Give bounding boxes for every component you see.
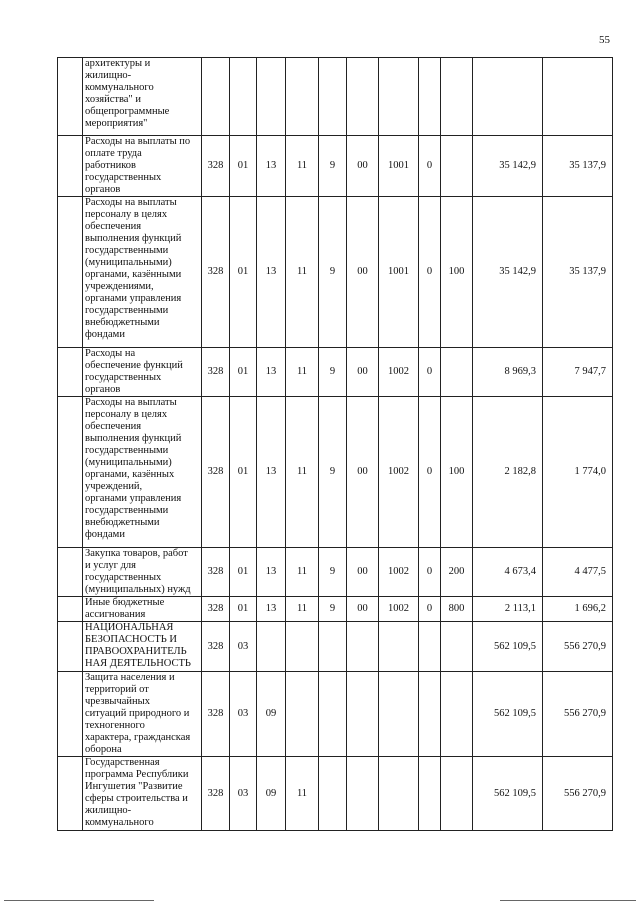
- table-row: [58, 136, 613, 197]
- code-cell: 9: [319, 548, 347, 597]
- code-cell: [347, 622, 379, 672]
- amount-cell: 556 270,9: [543, 672, 613, 757]
- code-cell: 01: [230, 548, 257, 597]
- code-cell: 328: [202, 622, 230, 672]
- code-cell: [230, 58, 257, 136]
- code-cell: [441, 348, 473, 397]
- code-cell: 1002: [379, 397, 419, 548]
- code-cell: 0: [419, 348, 441, 397]
- code-cell: 1002: [379, 348, 419, 397]
- code-cell: [441, 136, 473, 197]
- amount-cell: 4 477,5: [543, 548, 613, 597]
- code-cell: 1001: [379, 136, 419, 197]
- amount-cell: 2 182,8: [473, 397, 543, 548]
- table-row: [58, 548, 613, 597]
- code-cell: 9: [319, 348, 347, 397]
- table-row: [58, 197, 613, 348]
- code-cell: 9: [319, 397, 347, 548]
- code-cell: 03: [230, 622, 257, 672]
- amount-cell: 35 142,9: [473, 197, 543, 348]
- code-cell: 09: [257, 672, 286, 757]
- code-cell: [419, 58, 441, 136]
- code-cell: [379, 757, 419, 831]
- code-cell: 11: [286, 348, 319, 397]
- code-cell: [419, 757, 441, 831]
- code-cell: 328: [202, 348, 230, 397]
- row-name-cell: НАЦИОНАЛЬНАЯ БЕЗОПАСНОСТЬ И ПРАВООХРАНИТЕЛЬ НАЯ ДЕЯТЕЛЬНОСТЬ: [83, 622, 202, 672]
- code-cell: [419, 622, 441, 672]
- code-cell: 13: [257, 597, 286, 622]
- code-cell: 9: [319, 597, 347, 622]
- code-cell: [347, 757, 379, 831]
- table-row: [58, 757, 613, 831]
- code-cell: 328: [202, 136, 230, 197]
- code-cell: [379, 672, 419, 757]
- table-row: [58, 672, 613, 757]
- amount-cell: 556 270,9: [543, 757, 613, 831]
- code-cell: 1001: [379, 197, 419, 348]
- row-marker-cell: [58, 597, 83, 622]
- code-cell: [347, 58, 379, 136]
- row-name-cell: Расходы на выплаты персоналу в целях обеспечения выполнения функций государственными (муниципальными) органами, казёнными учреждениями, органами управления государственными внебюджетными фондами: [83, 197, 202, 348]
- table-row: [58, 348, 613, 397]
- code-cell: 13: [257, 197, 286, 348]
- code-cell: 01: [230, 348, 257, 397]
- code-cell: [257, 58, 286, 136]
- code-cell: 9: [319, 197, 347, 348]
- code-cell: 11: [286, 397, 319, 548]
- row-name-cell: Расходы на выплаты по оплате труда работников государственных органов: [83, 136, 202, 197]
- page-number: 55: [599, 34, 610, 46]
- code-cell: 0: [419, 136, 441, 197]
- row-marker-cell: [58, 197, 83, 348]
- code-cell: 00: [347, 548, 379, 597]
- amount-cell: 562 109,5: [473, 672, 543, 757]
- amount-cell: 1 774,0: [543, 397, 613, 548]
- row-name-cell: архитектуры и жилищно- коммунального хозяйства" и общепрограммные мероприятия": [83, 58, 202, 136]
- code-cell: [441, 622, 473, 672]
- code-cell: [319, 757, 347, 831]
- row-marker-cell: [58, 622, 83, 672]
- code-cell: 13: [257, 136, 286, 197]
- code-cell: [257, 622, 286, 672]
- amount-cell: 7 947,7: [543, 348, 613, 397]
- code-cell: 13: [257, 548, 286, 597]
- code-cell: 800: [441, 597, 473, 622]
- code-cell: 11: [286, 197, 319, 348]
- amount-cell: 562 109,5: [473, 622, 543, 672]
- code-cell: 00: [347, 397, 379, 548]
- code-cell: [379, 58, 419, 136]
- code-cell: 328: [202, 597, 230, 622]
- row-name-cell: Иные бюджетные ассигнования: [83, 597, 202, 622]
- amount-cell: 35 137,9: [543, 197, 613, 348]
- row-marker-cell: [58, 757, 83, 831]
- footer-rule-left: [4, 900, 154, 901]
- amount-cell: [473, 58, 543, 136]
- code-cell: [379, 622, 419, 672]
- code-cell: [441, 672, 473, 757]
- code-cell: 11: [286, 548, 319, 597]
- amount-cell: 562 109,5: [473, 757, 543, 831]
- amount-cell: 556 270,9: [543, 622, 613, 672]
- row-name-cell: Расходы на обеспечение функций государственных органов: [83, 348, 202, 397]
- code-cell: 328: [202, 548, 230, 597]
- table-row: [58, 397, 613, 548]
- code-cell: 328: [202, 397, 230, 548]
- code-cell: 13: [257, 348, 286, 397]
- code-cell: 03: [230, 672, 257, 757]
- code-cell: [347, 672, 379, 757]
- code-cell: [286, 622, 319, 672]
- code-cell: 100: [441, 197, 473, 348]
- amount-cell: 35 137,9: [543, 136, 613, 197]
- code-cell: 01: [230, 197, 257, 348]
- code-cell: [419, 672, 441, 757]
- code-cell: [319, 622, 347, 672]
- code-cell: 0: [419, 397, 441, 548]
- row-marker-cell: [58, 672, 83, 757]
- code-cell: 11: [286, 136, 319, 197]
- code-cell: 11: [286, 597, 319, 622]
- code-cell: [286, 58, 319, 136]
- amount-cell: 35 142,9: [473, 136, 543, 197]
- code-cell: 01: [230, 597, 257, 622]
- code-cell: 1002: [379, 597, 419, 622]
- code-cell: 328: [202, 197, 230, 348]
- table-row: [58, 597, 613, 622]
- code-cell: 01: [230, 397, 257, 548]
- code-cell: [286, 672, 319, 757]
- code-cell: 01: [230, 136, 257, 197]
- table-row: [58, 622, 613, 672]
- code-cell: 100: [441, 397, 473, 548]
- amount-cell: 2 113,1: [473, 597, 543, 622]
- code-cell: 0: [419, 197, 441, 348]
- code-cell: 00: [347, 597, 379, 622]
- code-cell: 328: [202, 672, 230, 757]
- amount-cell: 8 969,3: [473, 348, 543, 397]
- code-cell: [319, 58, 347, 136]
- footer-rule-right: [500, 900, 636, 901]
- budget-table: [57, 57, 613, 831]
- code-cell: 00: [347, 197, 379, 348]
- row-marker-cell: [58, 58, 83, 136]
- code-cell: 09: [257, 757, 286, 831]
- row-name-cell: Защита населения и территорий от чрезвычайных ситуаций природного и техногенного характера, гражданская оборона: [83, 672, 202, 757]
- code-cell: 00: [347, 136, 379, 197]
- code-cell: 9: [319, 136, 347, 197]
- row-marker-cell: [58, 348, 83, 397]
- code-cell: 11: [286, 757, 319, 831]
- code-cell: 328: [202, 757, 230, 831]
- code-cell: 0: [419, 597, 441, 622]
- table-body: [58, 58, 613, 831]
- amount-cell: [543, 58, 613, 136]
- code-cell: [441, 757, 473, 831]
- row-name-cell: Расходы на выплаты персоналу в целях обеспечения выполнения функций государственными (муниципальными) органами, казённых учреждений, органами управления государственными внебюджетными фондами: [83, 397, 202, 548]
- code-cell: 200: [441, 548, 473, 597]
- code-cell: 1002: [379, 548, 419, 597]
- code-cell: 0: [419, 548, 441, 597]
- code-cell: 03: [230, 757, 257, 831]
- row-name-cell: Закупка товаров, работ и услуг для государственных (муниципальных) нужд: [83, 548, 202, 597]
- row-marker-cell: [58, 548, 83, 597]
- code-cell: [441, 58, 473, 136]
- code-cell: 00: [347, 348, 379, 397]
- amount-cell: 4 673,4: [473, 548, 543, 597]
- row-marker-cell: [58, 397, 83, 548]
- row-marker-cell: [58, 136, 83, 197]
- code-cell: 13: [257, 397, 286, 548]
- code-cell: [319, 672, 347, 757]
- row-name-cell: Государственная программа Республики Ингушетия "Развитие сферы строительства и жилищно- коммунального: [83, 757, 202, 831]
- table-row: [58, 58, 613, 136]
- amount-cell: 1 696,2: [543, 597, 613, 622]
- code-cell: [202, 58, 230, 136]
